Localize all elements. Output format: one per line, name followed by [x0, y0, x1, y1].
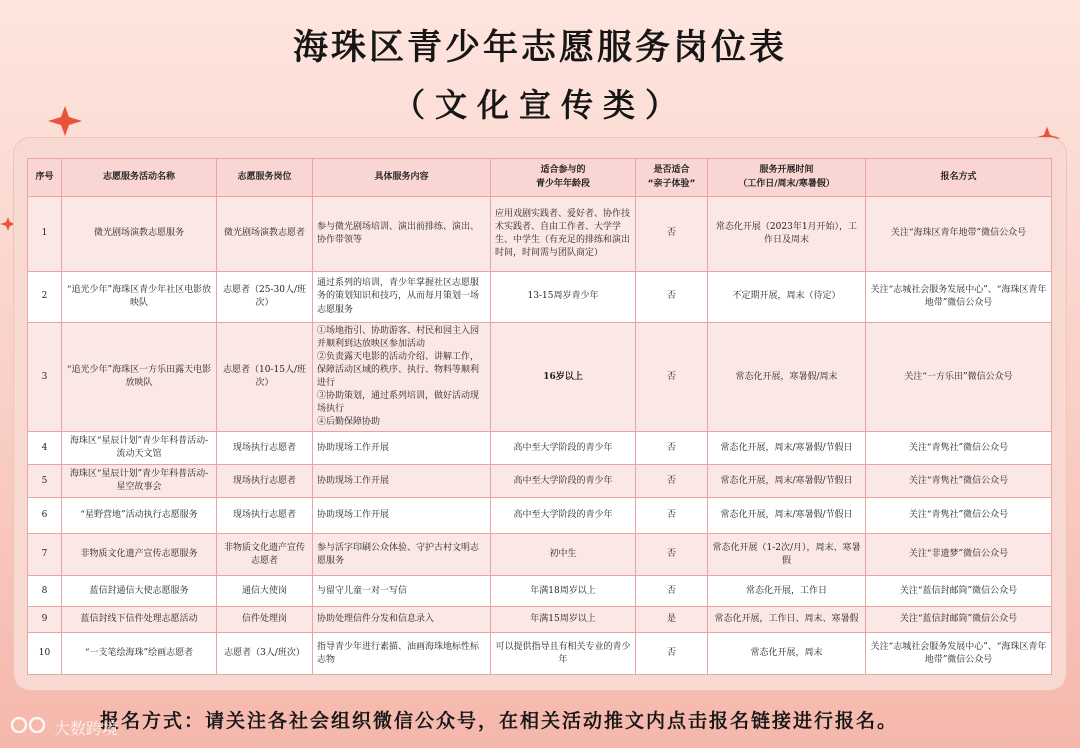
header-family-line2: “亲子体验”: [647, 178, 696, 189]
cell-age: 13-15周岁青少年: [491, 272, 636, 323]
cell-content: [313, 498, 491, 534]
signup-instructions: 报名方式：请关注各社会组织微信公众号，在相关活动推文内点击报名链接进行报名。: [100, 710, 899, 732]
cell-time: 常态化开展，周末: [708, 633, 866, 675]
cell-age: 16岁以上: [491, 323, 636, 432]
cell-position: 通信大使岗: [217, 576, 313, 607]
cell-signup: 关注“青隽社”微信公众号: [866, 498, 1052, 534]
cell-index: 3: [28, 323, 62, 432]
content-line: 参与微光剧场培训、演出前排练、演出、协作带领等: [317, 221, 480, 245]
cell-position: 志愿者（10-15人/班次）: [217, 323, 313, 432]
cell-position: 非物质文化遗产宣传志愿者: [217, 534, 313, 576]
cell-signup: 关注“志城社会服务发展中心”、“海珠区青年地带”微信公众号: [866, 272, 1052, 323]
header-index: 序号: [28, 159, 62, 197]
cell-index: 10: [28, 633, 62, 675]
cell-family: 否: [636, 534, 708, 576]
cell-activity: 非物质文化遗产宣传志愿服务: [62, 534, 217, 576]
table-row: [28, 607, 1052, 633]
content-line: 通过系列的培训，青少年掌握社区志愿服务的策划知识和技巧，从而每月策划一场志愿服务: [317, 278, 480, 315]
header-family-line1: 是否适合: [653, 165, 690, 176]
header-position: 志愿服务岗位: [217, 159, 313, 197]
cell-content: [313, 432, 491, 465]
header-age: [491, 159, 636, 197]
table-row: [28, 633, 1052, 675]
cell-time: 常态化开展（2023年1月开始），工作日及周末: [708, 197, 866, 272]
cell-time: 常态化开展，工作日、周末、寒暑假: [708, 607, 866, 633]
cell-signup: 关注“志城社会服务发展中心”、“海珠区青年地带”微信公众号: [866, 633, 1052, 675]
table-row: [28, 498, 1052, 534]
content-line: 协助现场工作开展: [317, 510, 390, 521]
page-title: 海珠区青少年志愿服务岗位表: [292, 28, 787, 68]
cell-content: [313, 323, 491, 432]
cell-index: 7: [28, 534, 62, 576]
cell-content: [313, 576, 491, 607]
cell-time: 不定期开展，周末（待定）: [708, 272, 866, 323]
cell-index: 1: [28, 197, 62, 272]
cell-time: 常态化开展（1-2次/月），周末、寒暑假: [708, 534, 866, 576]
cell-family: 否: [636, 432, 708, 465]
header-activity: 志愿服务活动名称: [62, 159, 217, 197]
cell-activity: 蓝信封线下信件处理志愿活动: [62, 607, 217, 633]
cell-position: 现场执行志愿者: [217, 498, 313, 534]
cell-signup: 关注“非遗梦”微信公众号: [866, 534, 1052, 576]
header-age-line1: 适合参与的: [540, 165, 586, 176]
cell-content: [313, 633, 491, 675]
cell-content: [313, 197, 491, 272]
table-row: [28, 465, 1052, 498]
table-row: [28, 272, 1052, 323]
cell-time: 常态化开展，工作日: [708, 576, 866, 607]
cell-index: 5: [28, 465, 62, 498]
cell-activity: 微光剧场演教志愿服务: [62, 197, 217, 272]
cell-signup: 关注“青隽社”微信公众号: [866, 432, 1052, 465]
volunteer-positions-table: [27, 158, 1052, 675]
header-content: 具体服务内容: [313, 159, 491, 197]
cell-time: 常态化开展，寒暑假/周末: [708, 323, 866, 432]
cell-age: 高中至大学阶段的青少年: [491, 465, 636, 498]
cell-time: 常态化开展，周末/寒暑假/节假日: [708, 432, 866, 465]
cell-age: 初中生: [491, 534, 636, 576]
content-line: ④后勤保障协助: [317, 417, 381, 428]
table-row: [28, 576, 1052, 607]
cell-activity: 海珠区“星辰计划”青少年科普活动-星空故事会: [62, 465, 217, 498]
cell-content: [313, 272, 491, 323]
header-age-line2: 青少年年龄段: [535, 178, 590, 189]
cell-age: 可以提供指导且有相关专业的青少年: [491, 633, 636, 675]
cell-family: 否: [636, 465, 708, 498]
cell-family: 否: [636, 197, 708, 272]
cell-activity: “一支笔绘海珠”绘画志愿者: [62, 633, 217, 675]
cell-age: 高中至大学阶段的青少年: [491, 432, 636, 465]
table-row: [28, 534, 1052, 576]
header-signup: 报名方式: [866, 159, 1052, 197]
cell-family: 否: [636, 323, 708, 432]
cell-age: 年满18周岁以上: [491, 576, 636, 607]
cell-family: 否: [636, 633, 708, 675]
cell-position: 志愿者（3人/班次）: [217, 633, 313, 675]
table-header-row: [28, 159, 1052, 197]
cell-content: [313, 607, 491, 633]
cell-family: 否: [636, 272, 708, 323]
cell-activity: “星野营地”活动执行志愿服务: [62, 498, 217, 534]
cell-content: [313, 465, 491, 498]
cell-index: 6: [28, 498, 62, 534]
cell-position: 志愿者（25-30人/班次）: [217, 272, 313, 323]
cell-index: 9: [28, 607, 62, 633]
header-time-line1: 服务开展时间: [759, 165, 814, 176]
cell-index: 4: [28, 432, 62, 465]
header-time-line2: （工作日/周末/寒暑假）: [738, 178, 835, 189]
cell-signup: 关注“青隽社”微信公众号: [866, 465, 1052, 498]
header-family: [636, 159, 708, 197]
table-row: [28, 432, 1052, 465]
cell-position: 微光剧场演教志愿者: [217, 197, 313, 272]
watermark-logo-icon: [10, 712, 50, 738]
cell-family: 否: [636, 498, 708, 534]
cell-activity: “追光少年”海珠区一方乐田露天电影放映队: [62, 323, 217, 432]
watermark-text: 大数跨境: [54, 719, 119, 738]
cell-signup: 关注“一方乐田”微信公众号: [866, 323, 1052, 432]
cell-age: 应用戏剧实践者、爱好者、协作技术实践者、自由工作者、大学学生、中学生（有充足的排练和演出时间，时间需与团队商定）: [491, 197, 636, 272]
cell-family: 是: [636, 607, 708, 633]
content-line: 协助处理信件分发和信息录入: [317, 614, 435, 625]
cell-position: 信件处理岗: [217, 607, 313, 633]
content-line: 协助现场工作开展: [317, 442, 390, 453]
cell-age: 高中至大学阶段的青少年: [491, 498, 636, 534]
cell-time: 常态化开展，周末/寒暑假/节假日: [708, 465, 866, 498]
cell-position: 现场执行志愿者: [217, 432, 313, 465]
table-row: [28, 197, 1052, 272]
cell-signup: 关注“蓝信封邮筒”微信公众号: [866, 607, 1052, 633]
sparkle-icon: [48, 106, 82, 136]
content-line: ②负责露天电影的活动介绍、讲解工作，保障活动区域的秩序、执行、物料等顺利进行: [317, 352, 480, 389]
cell-position: 现场执行志愿者: [217, 465, 313, 498]
cell-activity: “追光少年”海珠区青少年社区电影放映队: [62, 272, 217, 323]
cell-time: 常态化开展，周末/寒暑假/节假日: [708, 498, 866, 534]
header-time: [708, 159, 866, 197]
table-row: [28, 323, 1052, 432]
content-line: 指导青少年进行素描、油画海珠地标性标志物: [317, 641, 480, 665]
cell-activity: 海珠区“星辰计划”青少年科普活动-流动天文馆: [62, 432, 217, 465]
cell-family: 否: [636, 576, 708, 607]
content-line: 与留守儿童一对一写信: [317, 585, 408, 596]
content-line: ①场地指引、协助游客、村民和园主入园并顺利到达放映区参加活动: [317, 326, 480, 350]
cell-age: 年满15周岁以上: [491, 607, 636, 633]
cell-signup: 关注“海珠区青年地带”微信公众号: [866, 197, 1052, 272]
content-line: 协助现场工作开展: [317, 475, 390, 486]
cell-signup: 关注“蓝信封邮筒”微信公众号: [866, 576, 1052, 607]
content-line: ③协助策划，通过系列培训，做好活动现场执行: [317, 391, 480, 415]
cell-content: [313, 534, 491, 576]
cell-index: 2: [28, 272, 62, 323]
cell-index: 8: [28, 576, 62, 607]
page-subtitle: （文化宣传类）: [392, 86, 687, 124]
content-line: 参与活字印刷公众体验、守护古村文明志愿服务: [317, 542, 480, 566]
cell-activity: 蓝信封通信大使志愿服务: [62, 576, 217, 607]
